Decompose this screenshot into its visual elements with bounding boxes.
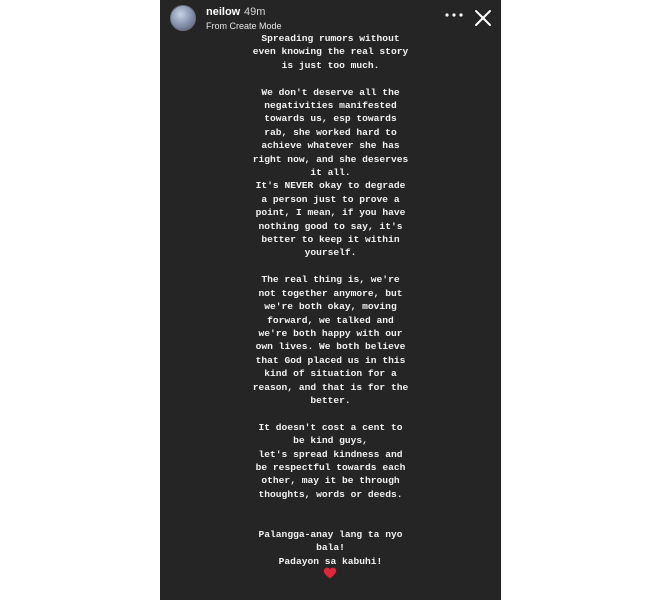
story-line: is just too much. [281,59,380,71]
story-line: We don't deserve all the [261,86,400,98]
story-line: not together anymore, but [258,287,403,299]
close-x-graphic [474,9,492,27]
story-paragraph [160,32,501,72]
story-line: kind of situation for a [264,368,397,380]
story-line: we're both okay, moving [264,301,397,313]
line-gap [160,260,501,273]
story-line: forward, we talked and [267,314,394,326]
story-line: own lives. We both believe [255,341,406,353]
story-line: yourself. [304,247,357,259]
story-line: It doesn't cost a cent to [258,421,403,433]
story-line: let's spread kindness and [258,448,403,460]
story-line: The real thing is, we're [261,274,400,286]
line-gap [160,72,501,85]
story-line: Palangga-anay lang ta nyo [258,528,403,540]
story-paragraph [160,421,501,501]
story-line: Padayon sa kabuhi! [278,555,383,567]
story-paragraph [160,86,501,260]
avatar[interactable] [170,5,196,31]
story-line: thoughts, words or deeds. [258,488,403,500]
heart-icon [323,567,337,579]
story-line: Spreading rumors without [261,33,400,44]
close-icon[interactable] [474,9,492,27]
story-line: we're both happy with our [258,327,403,339]
story-line: be respectful towards each [255,461,406,473]
story-line: other, may it be through [261,475,400,487]
story-line: negativities manifested [264,100,397,112]
more-horizontal-icon[interactable] [444,8,464,22]
more-dots-graphic [444,8,464,22]
story-line: achieve whatever she has [261,140,400,152]
story-source: From Create Mode [206,21,282,31]
story-line: right now, and she deserves [252,153,409,165]
story-line: It's NEVER okay to degrade [255,180,406,192]
story-line: that God placed us in this [255,354,406,366]
story-paragraph [160,273,501,407]
story-line: better to keep it within [261,234,400,246]
story-line: it all. [310,167,351,179]
story-line: better. [310,394,351,406]
story-paragraph [160,528,501,568]
story-line: point, I mean, if you have [255,207,406,219]
story-line: be kind guys, [293,435,368,447]
story-text [160,32,501,568]
story-line: even knowing the real story [252,46,409,58]
story-line: nothing good to say, it's [258,220,403,232]
line-gap [160,407,501,420]
story-line: towards us, esp towards [264,113,397,125]
story-line: rab, she worked hard to [264,126,397,138]
story-viewer[interactable] [160,0,501,600]
post-time: 49m [244,6,266,18]
username[interactable]: neilow [206,6,241,18]
line-gap [160,501,501,528]
story-line: a person just to prove a [261,193,400,205]
story-line: bala! [316,542,345,554]
story-line: reason, and that is for the [252,381,409,393]
